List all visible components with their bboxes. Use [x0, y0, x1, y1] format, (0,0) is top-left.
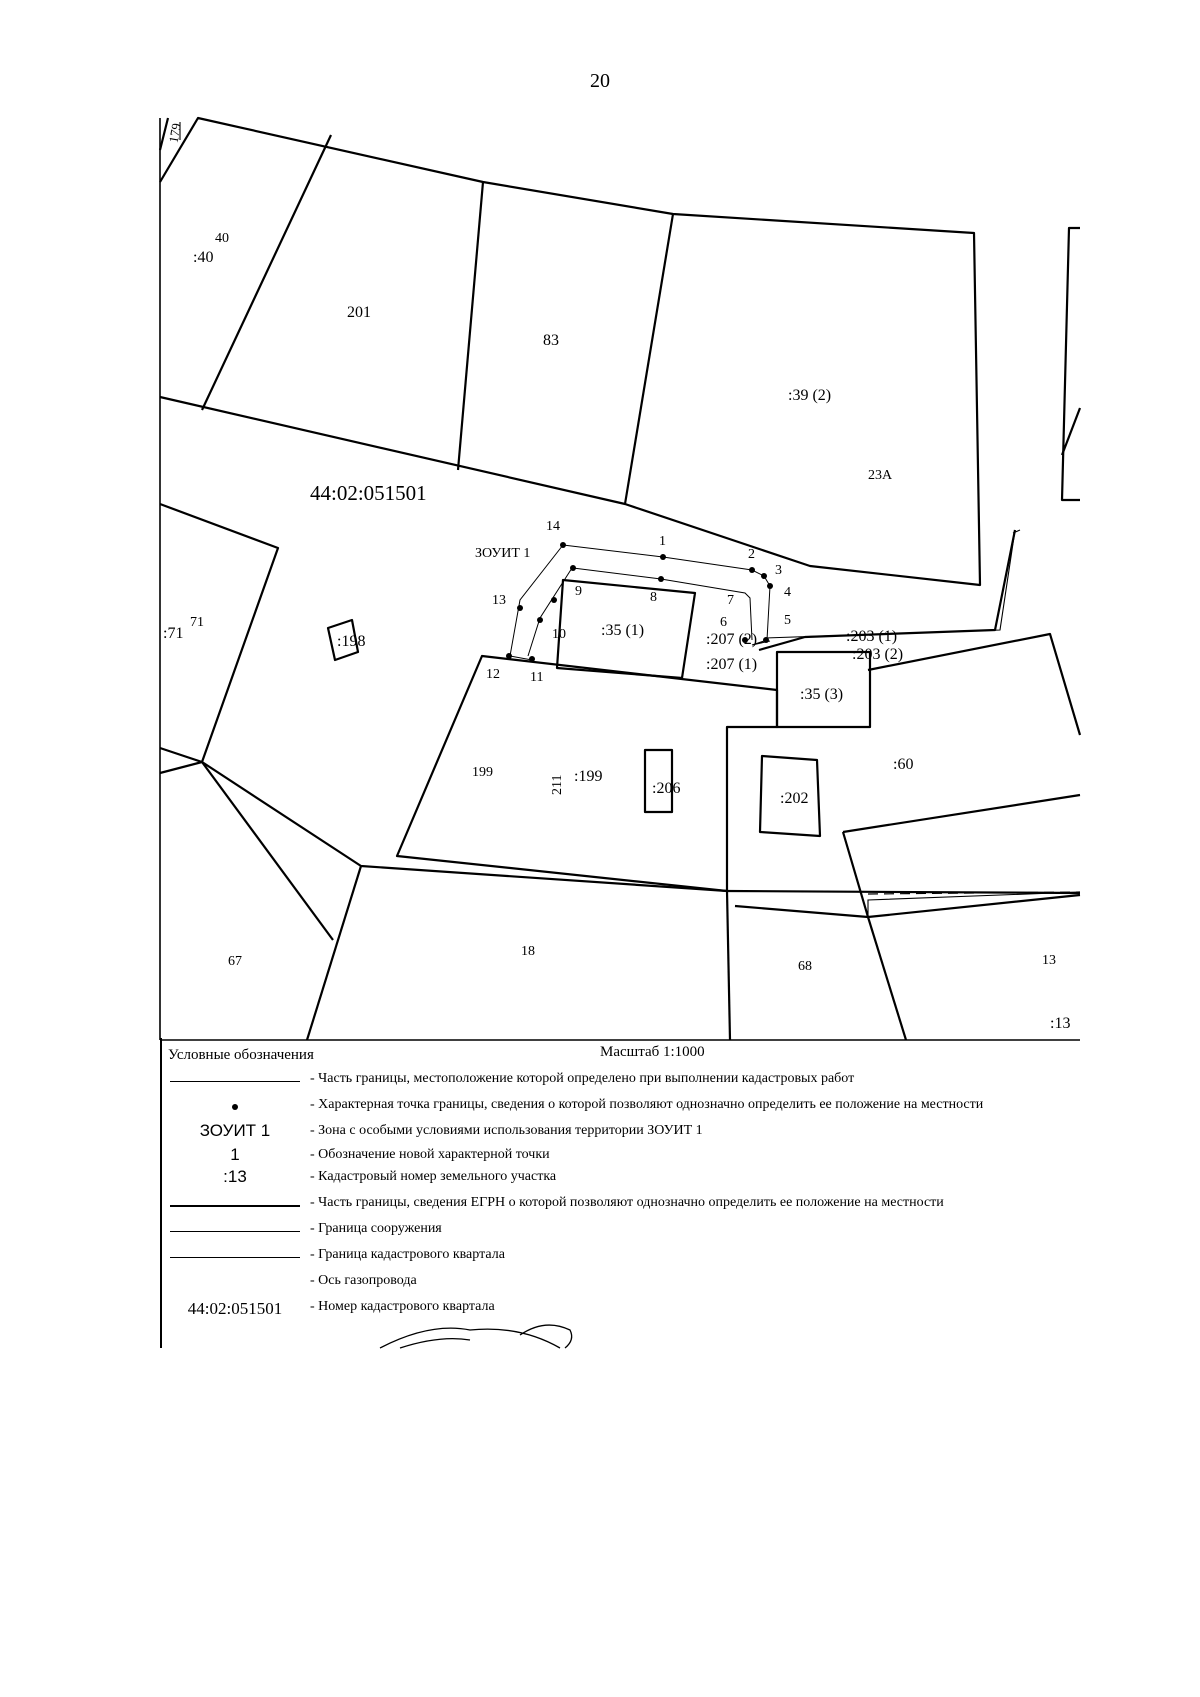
- point-label-4: 4: [784, 585, 791, 600]
- point-label-12: 12: [486, 667, 500, 682]
- legend-symbol-thin-line: [170, 1081, 300, 1082]
- parcel-label-68: 68: [798, 959, 812, 974]
- point-label-10: 10: [552, 627, 566, 642]
- parcel-label-13: 13: [1042, 953, 1056, 968]
- legend-symbol-structure-line: [170, 1231, 300, 1232]
- point-label-7: 7: [727, 593, 734, 608]
- map-frame: [160, 118, 1080, 1040]
- point-label-5: 5: [784, 613, 791, 628]
- point-label-3: 3: [775, 563, 782, 578]
- parcel-label-40: :40: [193, 249, 214, 266]
- point-label-8: 8: [650, 590, 657, 605]
- parcel-label-211: 211: [550, 774, 565, 795]
- parcel-label-39: :39 (2): [788, 387, 832, 404]
- legend-symbol-quarter-number: 44:02:051501: [187, 1299, 283, 1318]
- legend-item-new-point: [160, 1145, 1080, 1169]
- legend-symbol-point-number: 1: [230, 1145, 240, 1164]
- legend-item-structure-boundary: [160, 1219, 1080, 1243]
- legend-desc: - Обозначение новой характерной точки: [310, 1147, 550, 1162]
- point-label-14: 14: [546, 519, 560, 534]
- parcel-label-207-1: :207 (1): [706, 656, 758, 673]
- legend-item-egrn-boundary: [160, 1193, 1080, 1217]
- parcel-label-71-small: 71: [190, 615, 204, 630]
- legend-symbol-dot-icon: [232, 1104, 238, 1110]
- parcel-label-199: :199: [574, 768, 603, 785]
- page-number: 20: [590, 70, 610, 92]
- parcel-boundaries: [160, 118, 1080, 1040]
- parcel-label-199-num: 199: [472, 765, 493, 780]
- legend: [160, 1047, 1080, 1347]
- parcel-label-206: :206: [652, 780, 681, 797]
- parcel-label-35-3: :35 (3): [800, 686, 844, 703]
- point-label-11: 11: [530, 670, 544, 685]
- legend-desc: - Граница кадастрового квартала: [310, 1247, 505, 1262]
- legend-item-cadastral-number: [160, 1167, 1080, 1191]
- point-label-1: 1: [659, 534, 666, 549]
- point-label-13: 13: [492, 593, 506, 608]
- legend-item-boundary-point: [160, 1095, 1080, 1119]
- legend-item-quarter-number: [160, 1297, 1080, 1321]
- legend-desc: - Часть границы, сведения ЕГРН о которой позволяют однозначно определить ее положение на местности: [310, 1195, 944, 1210]
- legend-desc: - Ось газопровода: [310, 1273, 417, 1288]
- legend-title: Условные обозначения: [168, 1047, 314, 1063]
- parcel-label-71: :71: [163, 625, 184, 642]
- parcel-label-202: :202: [780, 790, 809, 807]
- legend-item-gas-pipeline: [160, 1271, 1080, 1295]
- legend-symbol-quarter-line: [170, 1257, 300, 1258]
- legend-desc: - Кадастровый номер земельного участка: [310, 1169, 557, 1184]
- point-label-9: 9: [575, 584, 582, 599]
- point-label-2: 2: [748, 547, 755, 562]
- parcel-label-67: 67: [228, 954, 242, 969]
- quarter-number-map: 44:02:051501: [310, 481, 427, 505]
- thin-boundaries: [180, 122, 1080, 918]
- legend-symbol-cadastral-number: :13: [223, 1167, 247, 1186]
- parcel-label-203-1: :203 (1): [846, 628, 898, 645]
- parcel-label-35: :35 (1): [601, 622, 645, 639]
- legend-item-quarter-boundary: [160, 1245, 1080, 1269]
- parcel-label-203-2: :203 (2): [852, 646, 904, 663]
- parcel-label-198: :198: [337, 633, 366, 650]
- legend-desc: - Номер кадастрового квартала: [310, 1299, 495, 1314]
- parcel-label-18: 18: [521, 944, 535, 959]
- parcel-label-83: 83: [543, 332, 559, 349]
- legend-symbol-zouit: ЗОУИТ 1: [199, 1121, 271, 1140]
- parcel-label-179: 179: [165, 122, 184, 144]
- parcel-label-60: :60: [893, 756, 914, 773]
- legend-desc: - Часть границы, местоположение которой определено при выполнении кадастровых работ: [310, 1071, 855, 1086]
- point-label-6: 6: [720, 615, 727, 630]
- legend-desc: - Граница сооружения: [310, 1221, 442, 1236]
- parcel-label-207-2: :207 (2): [706, 631, 758, 648]
- legend-symbol-thick-line: [170, 1205, 300, 1207]
- parcel-label-13b: :13: [1050, 1015, 1071, 1032]
- legend-desc: - Характерная точка границы, сведения о которой позволяют однозначно определить ее положение на местности: [310, 1097, 984, 1112]
- legend-item-zouit: [160, 1121, 1080, 1145]
- zouit-label: ЗОУИТ 1: [475, 546, 531, 561]
- parcel-label-40-top: 40: [215, 231, 229, 246]
- legend-item-surveyed-boundary: [160, 1069, 1080, 1093]
- legend-desc: - Зона с особыми условиями использования территории ЗОУИТ 1: [310, 1123, 703, 1138]
- parcel-label-201: 201: [347, 304, 371, 321]
- parcel-label-23a: 23А: [868, 468, 893, 483]
- scale-label: Масштаб 1:1000: [600, 1044, 705, 1060]
